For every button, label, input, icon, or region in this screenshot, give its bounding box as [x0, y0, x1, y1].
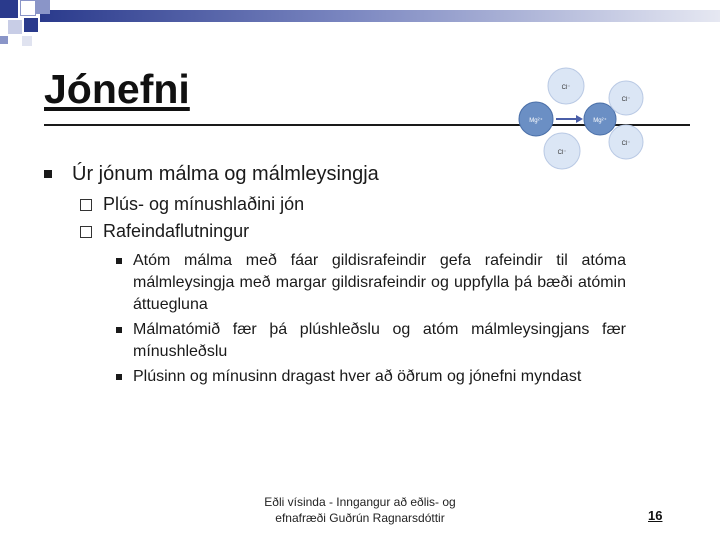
bullet-level1-text: Úr jónum málma og málmleysingja — [72, 163, 379, 185]
ion-mg-right — [584, 103, 616, 135]
svg-text:Cl⁻: Cl⁻ — [561, 85, 571, 91]
small-square-bullet-icon — [116, 327, 122, 333]
deco-square — [0, 0, 18, 18]
header-decoration — [0, 0, 720, 60]
bullet-level3-text: Plúsinn og mínusinn dragast hver að öðrum og jónefni myndast — [133, 368, 582, 385]
page-number: 16 — [648, 508, 663, 523]
footer-line: efnafræði Guðrún Ragnarsdóttir — [275, 511, 445, 525]
bullet-level2-text: Plús- og mínushlaðini jón — [103, 194, 305, 214]
bullet-level3-text: Atóm málma með fáar gildisrafeindir gefa rafeindir til atóma málmleysingja með margar gildisrafeindir og uppfylla þá bæði atómin áttuegluna — [133, 252, 626, 313]
bullet-level3-text: Málmatómið fær þá plúshleðslu og atóm málmleysingjans fær mínushleðslu — [133, 321, 626, 360]
svg-text:Mg²⁺: Mg²⁺ — [529, 118, 543, 124]
deco-square — [8, 20, 22, 34]
arrow-icon — [556, 115, 583, 123]
footer-line: Eðli vísinda - Inngangur að eðlis- og — [264, 495, 456, 509]
deco-square — [22, 36, 32, 46]
bullet-level2-text: Rafeindaflutningur — [103, 221, 250, 241]
deco-square — [20, 0, 36, 16]
ion-cl-right-bottom — [609, 125, 643, 159]
header-gradient-bar — [40, 10, 720, 22]
slide-footer — [240, 494, 480, 526]
ionic-compound-diagram — [514, 66, 650, 172]
slide-title: Jónefni — [44, 66, 190, 112]
ion-cl-top — [548, 68, 584, 104]
ion-mg-left — [519, 102, 553, 136]
deco-square — [0, 36, 8, 44]
square-bullet-icon — [44, 170, 52, 178]
deco-square — [36, 0, 50, 14]
checkbox-bullet-icon — [80, 226, 92, 238]
svg-text:Cl⁻: Cl⁻ — [621, 97, 631, 103]
svg-text:Cl⁻: Cl⁻ — [621, 141, 631, 147]
ion-cl-right-top — [609, 81, 643, 115]
checkbox-bullet-icon — [80, 199, 92, 211]
svg-text:Mg²⁺: Mg²⁺ — [593, 118, 607, 124]
ion-cl-bottom — [544, 133, 580, 169]
small-square-bullet-icon — [116, 374, 122, 380]
svg-text:Cl⁻: Cl⁻ — [557, 150, 567, 156]
small-square-bullet-icon — [116, 258, 122, 264]
deco-square — [24, 18, 38, 32]
